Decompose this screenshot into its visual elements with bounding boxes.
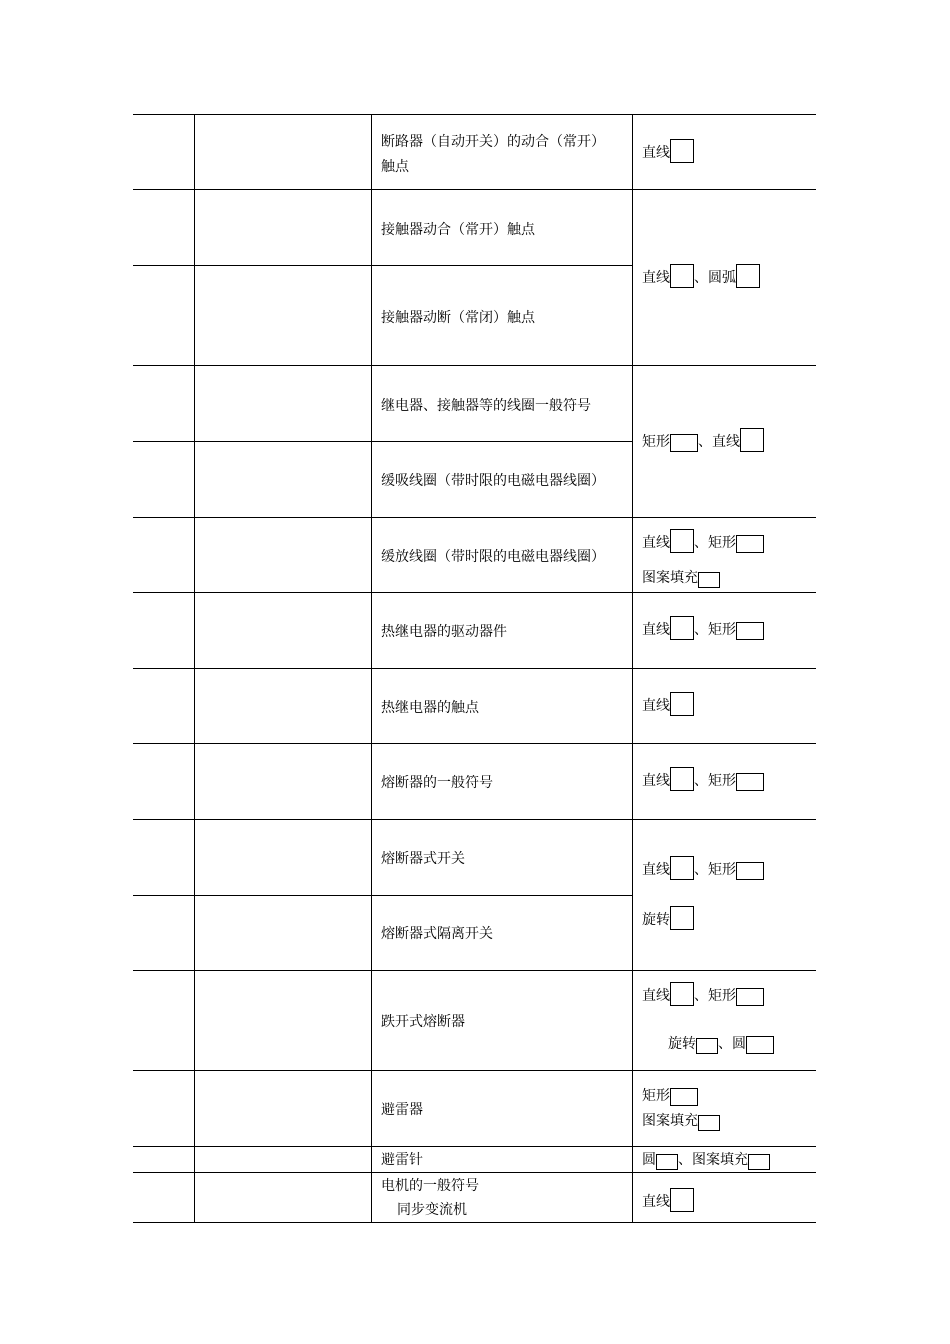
tool-options [642,1111,720,1131]
row-description: 熔断器式开关 [381,851,465,867]
table-rule [133,592,816,593]
checkbox[interactable] [670,906,694,930]
checkbox[interactable] [656,1154,678,1170]
tool-options [642,692,694,716]
checkbox[interactable] [698,572,720,588]
tool-label-rect: 矩形 [708,535,736,551]
table-rule [133,1172,816,1173]
tool-options: 直线 、矩形 [642,616,764,640]
tool-options: 直线 、矩形 [642,767,764,791]
checkbox[interactable] [736,622,764,640]
tool-options: 直线 、矩形 [642,856,764,880]
row-description: 触点 [381,159,409,175]
row-description: 接触器动断（常闭）触点 [381,310,535,326]
table-rule [133,819,816,820]
checkbox[interactable] [740,428,764,452]
tool-options [642,1188,694,1212]
tool-label-fill: 图案填充 [642,1113,698,1129]
checkbox[interactable] [670,1088,698,1106]
tool-label-line: 直线 [642,698,670,714]
row-description: 热继电器的驱动器件 [381,624,507,640]
row-description: 断路器（自动开关）的动合（常开） [381,134,605,150]
tool-label-line: 直线 [642,622,670,638]
table-rule [133,114,816,115]
tool-label-rect: 矩形 [708,773,736,789]
checkbox[interactable] [670,1188,694,1212]
row-description: 缓吸线圈（带时限的电磁电器线圈） [381,473,605,489]
checkbox[interactable] [670,264,694,288]
tool-options: 直线 、圆弧 [642,264,760,288]
tool-options [642,139,694,163]
checkbox[interactable] [670,692,694,716]
checkbox[interactable] [746,1036,774,1054]
tool-options [642,906,694,930]
tool-label-circle: 圆 [642,1152,656,1168]
tool-label-fill: 图案填充 [692,1152,748,1168]
tool-label-rect: 矩形 [642,434,670,450]
checkbox[interactable] [670,856,694,880]
row-description: 熔断器的一般符号 [381,775,493,791]
checkbox[interactable] [698,1115,720,1131]
checkbox[interactable] [736,264,760,288]
tool-label-rotate: 旋转 [642,912,670,928]
table-rule [133,265,633,266]
row-description: 继电器、接触器等的线圈一般符号 [381,398,591,414]
table-rule [133,668,816,669]
table-rule [133,189,816,190]
row-description: 接触器动合（常开）触点 [381,222,535,238]
row-description: 同步变流机 [397,1202,467,1218]
tool-options: 矩形 、直线 [642,428,764,452]
checkbox[interactable] [748,1154,770,1170]
tool-label-rect: 矩形 [642,1088,670,1104]
table-rule [133,970,816,971]
tool-options [642,1086,698,1106]
tool-label-line: 直线 [642,270,670,286]
checkbox[interactable] [696,1038,718,1054]
tool-label-rotate: 旋转 [668,1036,696,1052]
checkbox[interactable] [670,982,694,1006]
tool-label-line: 直线 [712,434,740,450]
table-rule [632,114,633,1223]
checkbox[interactable] [670,434,698,452]
tool-label-rect: 矩形 [708,622,736,638]
row-description: 热继电器的触点 [381,700,479,716]
table-rule [133,1222,816,1223]
checkbox[interactable] [670,139,694,163]
row-description: 避雷针 [381,1152,423,1168]
tool-options [642,568,720,588]
table-rule [371,114,372,1223]
checkbox[interactable] [670,767,694,791]
row-description: 熔断器式隔离开关 [381,926,493,942]
checkbox[interactable] [736,862,764,880]
tool-label-rect: 矩形 [708,862,736,878]
tool-label-line: 直线 [642,535,670,551]
tool-options: 圆 、图案填充 [642,1150,770,1170]
checkbox[interactable] [670,616,694,640]
tool-options: 直线 、矩形 [642,982,764,1006]
table-rule [133,1146,816,1147]
table-rule [133,365,816,366]
tool-label-line: 直线 [642,773,670,789]
tool-label-arc: 圆弧 [708,270,736,286]
row-description: 电机的一般符号 [381,1178,479,1194]
table-rule [133,1070,816,1071]
checkbox[interactable] [736,773,764,791]
table-rule [133,517,816,518]
row-description: 避雷器 [381,1102,423,1118]
tool-label-rect: 矩形 [708,988,736,1004]
checkbox[interactable] [736,988,764,1006]
tool-label-line: 直线 [642,145,670,161]
tool-label-line: 直线 [642,862,670,878]
tool-label-line: 直线 [642,988,670,1004]
tool-options: 直线 、矩形 [642,529,764,553]
checkbox[interactable] [670,529,694,553]
tool-label-fill: 图案填充 [642,570,698,586]
checkbox[interactable] [736,535,764,553]
tool-label-circle: 圆 [732,1036,746,1052]
table-rule [194,114,195,1223]
tool-label-line: 直线 [642,1194,670,1210]
table-rule [133,895,633,896]
tool-options: 旋转 、圆 [668,1034,774,1054]
table-rule [133,743,816,744]
row-description: 缓放线圈（带时限的电磁电器线圈） [381,549,605,565]
row-description: 跌开式熔断器 [381,1014,465,1030]
table-rule [133,441,633,442]
